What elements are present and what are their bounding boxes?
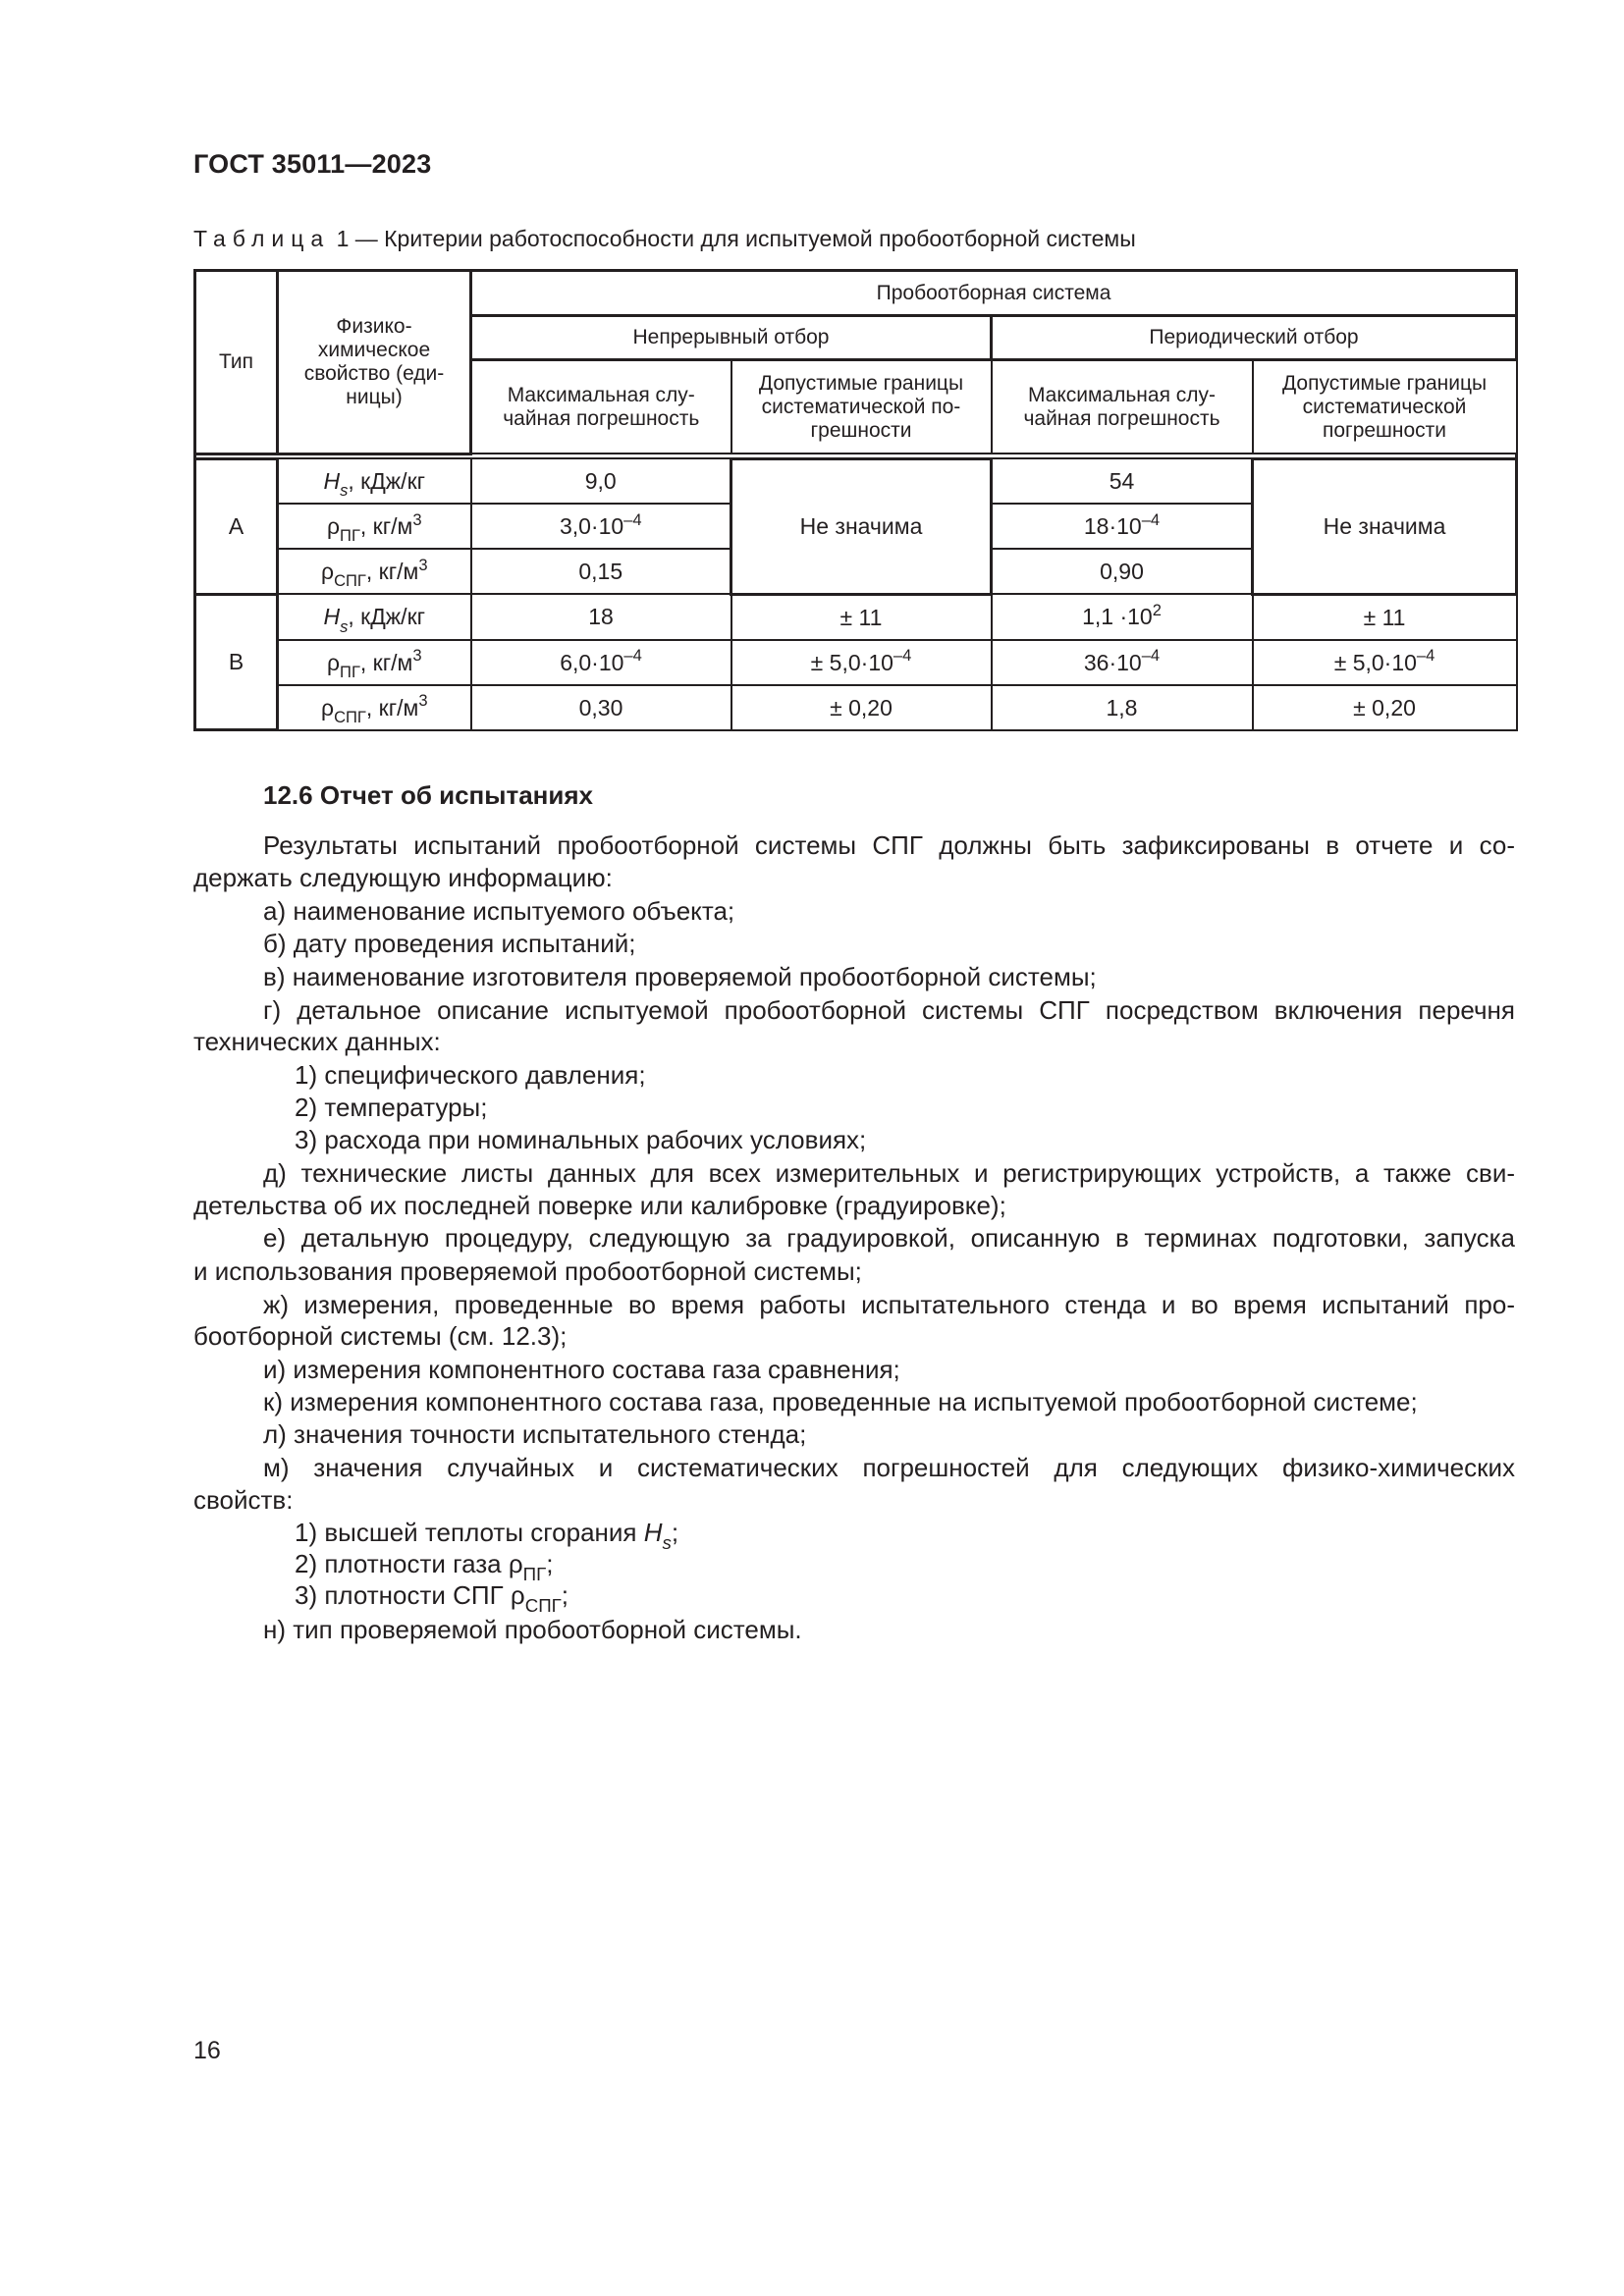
list-item-zh-line1: ж) измерения, проведенные во время работы испытательного стенда и во время испытаний про- — [263, 1290, 1515, 1319]
table-row — [195, 685, 1517, 730]
list-item-n: н) тип проверяемой пробоотборной системы. — [263, 1615, 802, 1644]
cont-max-cell: 0,15 — [471, 549, 731, 594]
per-max-cell: 0,90 — [992, 549, 1253, 594]
table-caption — [193, 226, 1136, 252]
criteria-table — [193, 269, 1518, 731]
list-item-l: л) значения точности испытательного стенда; — [263, 1419, 807, 1449]
section-heading: 12.6 Отчет об испытаниях — [263, 780, 593, 810]
property-cell: $\rho_{ПГ}$, $кг/м^3$ — [278, 640, 471, 685]
property-cell: $\rho_{СПГ}$, $кг/м^3$ — [278, 685, 471, 730]
per-max-cell: $1,1 \cdot 10^2$ — [992, 594, 1253, 640]
page-number: 16 — [193, 2037, 221, 2064]
cont-max-cell: $6,0\cdot 10^{-4}$ — [471, 640, 731, 685]
per-bounds-cell: ± $5,0\cdot 10^{-4}$ — [1253, 640, 1517, 685]
header-cont-sys-bounds: Допустимые границы систематической по- грешности — [731, 360, 992, 454]
table-row — [195, 594, 1517, 640]
per-max-cell: 1,8 — [992, 685, 1253, 730]
list-item-m-line2: свойств: — [193, 1485, 294, 1515]
table-caption-title: 1 — Критерии работоспособности для испытуемой пробоотборной системы — [330, 226, 1136, 251]
header-property: Физико- химическое свойство (еди- ницы) — [278, 271, 471, 454]
list-subitem-g3: 3) расхода при номинальных рабочих условиях; — [295, 1125, 867, 1154]
per-max-cell: $18\cdot 10^{-4}$ — [992, 504, 1253, 549]
intro-line-1: Результаты испытаний пробоотборной системы СПГ должны быть зафиксированы в отчете и со- — [263, 830, 1515, 860]
property-cell: $\rho_{СПГ}$, $кг/м^3$ — [278, 549, 471, 594]
type-cell: A — [195, 458, 278, 594]
table-row — [195, 458, 1517, 504]
list-item-e-line1: е) детальную процедуру, следующую за градуировкой, описанную в терминах подготовки, запуска — [263, 1223, 1515, 1253]
property-cell: $H_s$, кДж/кг — [278, 458, 471, 504]
per-bounds-cell: Не значима — [1253, 458, 1517, 594]
cont-bounds-cell: ± $5,0\cdot 10^{-4}$ — [731, 640, 992, 685]
document-id-header: ГОСТ 35011—2023 — [193, 149, 432, 179]
list-subitem-m2: 2) плотности газа $\rho_{ПГ}$; — [295, 1549, 554, 1585]
header-cont-max-random: Максимальная слу- чайная погрешность — [471, 360, 731, 454]
list-item-d-line1: д) технические листы данных для всех измерительных и регистрирующих устройств, а также сви- — [263, 1158, 1515, 1188]
cont-max-cell: 18 — [471, 594, 731, 640]
list-item-a: а) наименование испытуемого объекта; — [263, 896, 735, 926]
cont-max-cell: 0,30 — [471, 685, 731, 730]
list-subitem-g2: 2) температуры; — [295, 1093, 488, 1122]
per-bounds-cell: ± 0,20 — [1253, 685, 1517, 730]
list-item-b: б) дату проведения испытаний; — [263, 929, 636, 958]
intro-line-2: держать следующую информацию: — [193, 863, 613, 892]
list-item-d-line2: детельства об их последней поверке или калибровке (градуировке); — [193, 1191, 1006, 1220]
list-item-i: и) измерения компонентного состава газа сравнения; — [263, 1355, 900, 1384]
list-item-g-line1: г) детальное описание испытуемой пробоотборной системы СПГ посредством включения перечня — [263, 995, 1515, 1025]
list-item-e-line2: и использования проверяемой пробоотборной системы; — [193, 1256, 862, 1286]
list-subitem-g1: 1) специфического давления; — [295, 1060, 646, 1090]
list-subitem-m3: 3) плотности СПГ $\rho_{СПГ}$; — [295, 1580, 569, 1617]
header-periodic: Периодический отбор — [992, 316, 1517, 360]
cont-max-cell: 9,0 — [471, 458, 731, 504]
list-item-zh-line2: боотборной системы (см. 12.3); — [193, 1321, 568, 1351]
table-caption-label: Таблица — [193, 226, 331, 251]
per-max-cell: 54 — [992, 458, 1253, 504]
cont-bounds-cell: Не значима — [731, 458, 992, 594]
property-cell: $H_s$, кДж/кг — [278, 594, 471, 640]
property-cell: $\rho_{ПГ}$, $кг/м^3$ — [278, 504, 471, 549]
header-sampling-system: Пробоотборная система — [471, 271, 1517, 316]
cont-bounds-cell: ± 0,20 — [731, 685, 992, 730]
header-type: Тип — [195, 271, 278, 454]
per-bounds-cell: ± 11 — [1253, 594, 1517, 640]
list-subitem-m1: 1) высшей теплоты сгорания $H_s$; — [295, 1518, 679, 1554]
header-per-max-random: Максимальная слу- чайная погрешность — [992, 360, 1253, 454]
cont-max-cell: $3,0\cdot 10^{-4}$ — [471, 504, 731, 549]
list-item-v: в) наименование изготовителя проверяемой пробоотборной системы; — [263, 962, 1097, 991]
per-max-cell: $36\cdot 10^{-4}$ — [992, 640, 1253, 685]
header-per-sys-bounds: Допустимые границы систематической погрешности — [1253, 360, 1517, 454]
cont-bounds-cell: ± 11 — [731, 594, 992, 640]
list-item-m-line1: м) значения случайных и систематических погрешностей для следующих физико-химических — [263, 1453, 1515, 1482]
list-item-g-line2: технических данных: — [193, 1027, 441, 1056]
header-continuous: Непрерывный отбор — [471, 316, 992, 360]
table-row — [195, 640, 1517, 685]
list-item-k: к) измерения компонентного состава газа, проведенные на испытуемой пробоотборной системе; — [263, 1387, 1418, 1416]
type-cell: B — [195, 594, 278, 730]
